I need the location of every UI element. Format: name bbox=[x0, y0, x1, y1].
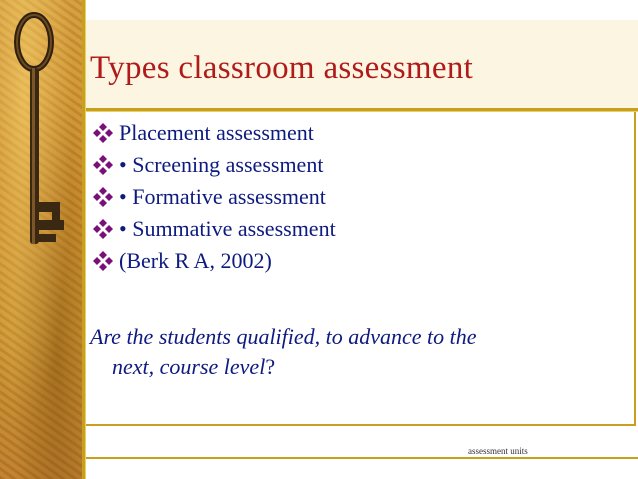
footer-gold-rule bbox=[86, 457, 638, 459]
list-item bbox=[92, 181, 336, 213]
list-item bbox=[92, 149, 336, 181]
note-line-1: Are the students qualified, to advance to the bbox=[90, 324, 477, 349]
list-item bbox=[92, 245, 336, 277]
title-band-top bbox=[86, 0, 638, 20]
bullet-text: • Summative assessment bbox=[119, 216, 336, 241]
list-item bbox=[92, 213, 336, 245]
note-line-2-italic: next, course level bbox=[112, 354, 266, 379]
key-photo bbox=[0, 0, 82, 479]
bullet-text: • Screening assessment bbox=[119, 152, 324, 177]
bullet-text: Placement assessment bbox=[119, 120, 314, 145]
diamond-bullet-icon bbox=[92, 186, 114, 208]
old-key-icon bbox=[6, 6, 76, 256]
slide-title: Types classroom assessment bbox=[90, 50, 474, 86]
bullet-text: • Formative assessment bbox=[119, 184, 326, 209]
note-line-2 bbox=[90, 354, 275, 379]
footer-label: assessment units bbox=[468, 446, 528, 456]
diamond-bullet-icon bbox=[92, 122, 114, 144]
note-line-2-end: ? bbox=[265, 354, 276, 379]
list-item bbox=[92, 117, 336, 149]
diamond-bullet-icon bbox=[92, 154, 114, 176]
diamond-bullet-icon bbox=[92, 218, 114, 240]
bullet-list bbox=[92, 117, 336, 277]
question-note bbox=[90, 322, 615, 382]
bullet-text: (Berk R A, 2002) bbox=[119, 248, 272, 273]
diamond-bullet-icon bbox=[92, 250, 114, 272]
